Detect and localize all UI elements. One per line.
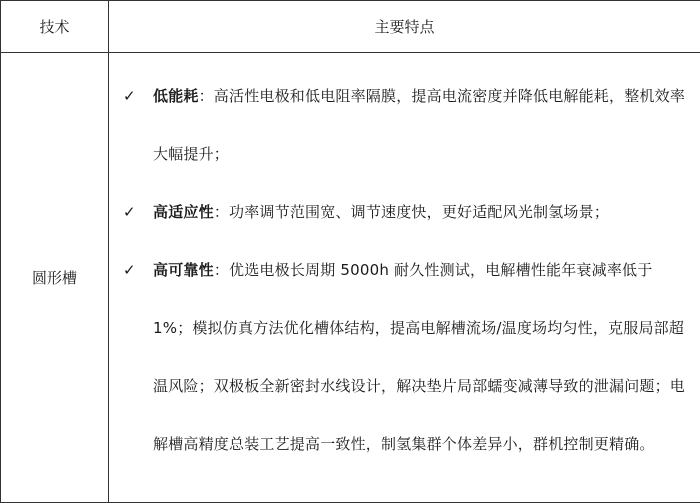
feature-keyword: 高可靠性 xyxy=(153,261,214,279)
header-main-features: 主要特点 xyxy=(109,1,700,53)
check-icon: ✓ xyxy=(123,203,136,221)
feature-item-high-adaptability xyxy=(123,183,690,241)
check-icon: ✓ xyxy=(123,87,136,105)
feature-item-low-energy xyxy=(123,67,690,183)
feature-list xyxy=(109,53,700,473)
table-row xyxy=(1,53,700,503)
feature-keyword: 高适应性 xyxy=(153,203,214,221)
feature-keyword: 低能耗 xyxy=(153,87,199,105)
features-cell xyxy=(109,53,700,503)
feature-text: ：功率调节范围宽、调节速度快，更好适配风光制氢场景； xyxy=(213,203,610,221)
feature-item-high-reliability xyxy=(123,241,690,473)
header-row xyxy=(1,1,700,53)
header-technology: 技术 xyxy=(1,1,109,53)
feature-text: ：优选电极长周期 5000h 耐久性测试，电解槽性能年衰减率低于 1%；模拟仿真方法优化槽体结构，提高电解槽流场/温度场均匀性，克服局部超温风险；双极板全新密封水线设计，解决垫片局部蠕变减薄导致的泄漏问题；电解槽高精度总装工艺提高一致性，制氢集群个体差异小，群机控制更精确。 xyxy=(153,261,686,453)
feature-text: ：高活性电极和低电阻率隔膜，提高电流密度并降低电解能耗，整机效率大幅提升； xyxy=(153,87,686,163)
technology-cell: 圆形槽 xyxy=(1,53,109,503)
check-icon: ✓ xyxy=(123,261,136,279)
